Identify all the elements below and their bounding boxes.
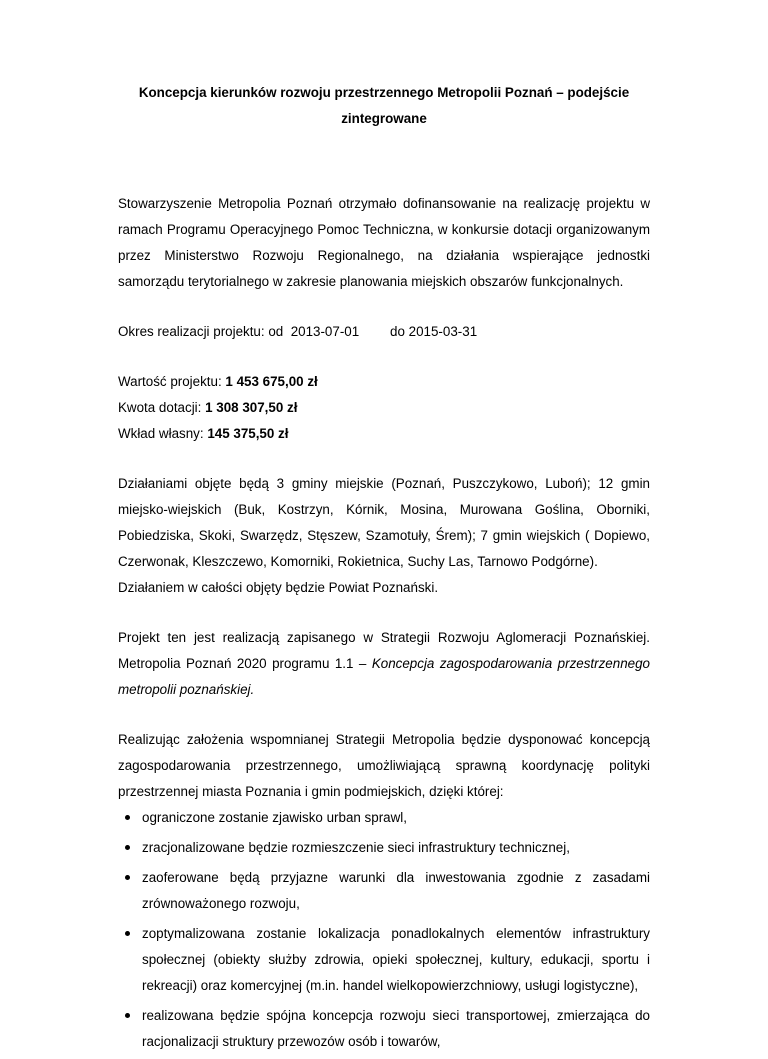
document-page [118, 80, 650, 1059]
strategy-program-name: Koncepcja zagospodarowania przestrzennego metropolii poznańskiej. [118, 656, 650, 697]
own-contribution-value: 145 375,50 zł [207, 426, 289, 441]
period-from-date: 2013-07-01 [290, 324, 360, 339]
intro-paragraph: Stowarzyszenie Metropolia Poznań otrzymało dofinansowanie na realizację projektu w ramach Programu Operacyjnego Pomoc Techniczna, w konkursie dotacji organizowanym przez Ministerstwo Rozwoju Regionalnego, na działania wspierające jednostki samorządu terytorialnego w zakresie planowania miejskich obszarów funkcjonalnych. [118, 196, 650, 289]
list-item: zoptymalizowana zostanie lokalizacja ponadlokalnych elementów infrastruktury społecznej (obiekty służby zdrowia, opieki społecznej, kultury, edukacji, sportu i rekreacji) oraz komercyjnej (m.in. handel wielkopowierzchniowy, usługi logistyczne), [142, 921, 650, 999]
list-item: zracjonalizowane będzie rozmieszczenie sieci infrastruktury technicznej, [142, 835, 650, 861]
period-to [390, 319, 477, 345]
grant-line [118, 395, 650, 421]
project-period [118, 319, 650, 345]
period-to-label: do [390, 324, 405, 339]
project-value-line [118, 369, 650, 395]
goals-intro-paragraph: Realizując założenia wspomnianej Strategii Metropolia będzie dysponować koncepcją zagospodarowania przestrzennego, umożliwiającą sprawną koordynację polityki przestrzennej miasta Poznania i gmin podmiejskich, dzięki której: [118, 732, 650, 799]
period-from-label: Okres realizacji projektu: od [118, 324, 284, 339]
project-value: 1 453 675,00 zł [225, 374, 318, 389]
goals-list [118, 805, 650, 1055]
finance-block [118, 369, 650, 447]
own-contribution-line [118, 421, 650, 447]
list-item: zaoferowane będą przyjazne warunki dla inwestowania zgodnie z zasadami zrównoważonego rozwoju, [142, 865, 650, 917]
grant-label: Kwota dotacji: [118, 400, 202, 415]
own-contribution-label: Wkład własny: [118, 426, 204, 441]
period-to-date: 2015-03-31 [408, 324, 478, 339]
document-title: Koncepcja kierunków rozwoju przestrzennego Metropolii Poznań – podejście zintegrowane [138, 85, 630, 126]
list-item: realizowana będzie spójna koncepcja rozwoju sieci transportowej, zmierzająca do racjonalizacji struktury przewozów osób i towarów, [142, 1003, 650, 1055]
strategy-text: Projekt ten jest realizacją zapisanego w Strategii Rozwoju Aglomeracji Poznańskiej. Metropolia Poznań 2020 programu 1.1 – [118, 630, 650, 671]
strategy-paragraph [118, 625, 650, 703]
list-item: ograniczone zostanie zjawisko urban sprawl, [142, 805, 650, 831]
project-value-label: Wartość projektu: [118, 374, 222, 389]
county-paragraph: Działaniem w całości objęty będzie Powiat Poznański. [118, 580, 439, 595]
period-from [118, 319, 390, 345]
scope-paragraph: Działaniami objęte będą 3 gminy miejskie (Poznań, Puszczykowo, Luboń); 12 gmin miejsko-wiejskich (Buk, Kostrzyn, Kórnik, Mosina, Murowana Goślina, Oborniki, Pobiedziska, Skoki, Swarzędz, Stęszew, Szamotuły, Śrem); 7 gmin wiejskich ( Dopiewo, Czerwonak, Kleszczewo, Komorniki, Rokietnica, Suchy Las, Tarnowo Podgórne). [118, 476, 650, 569]
grant-value: 1 308 307,50 zł [205, 400, 298, 415]
